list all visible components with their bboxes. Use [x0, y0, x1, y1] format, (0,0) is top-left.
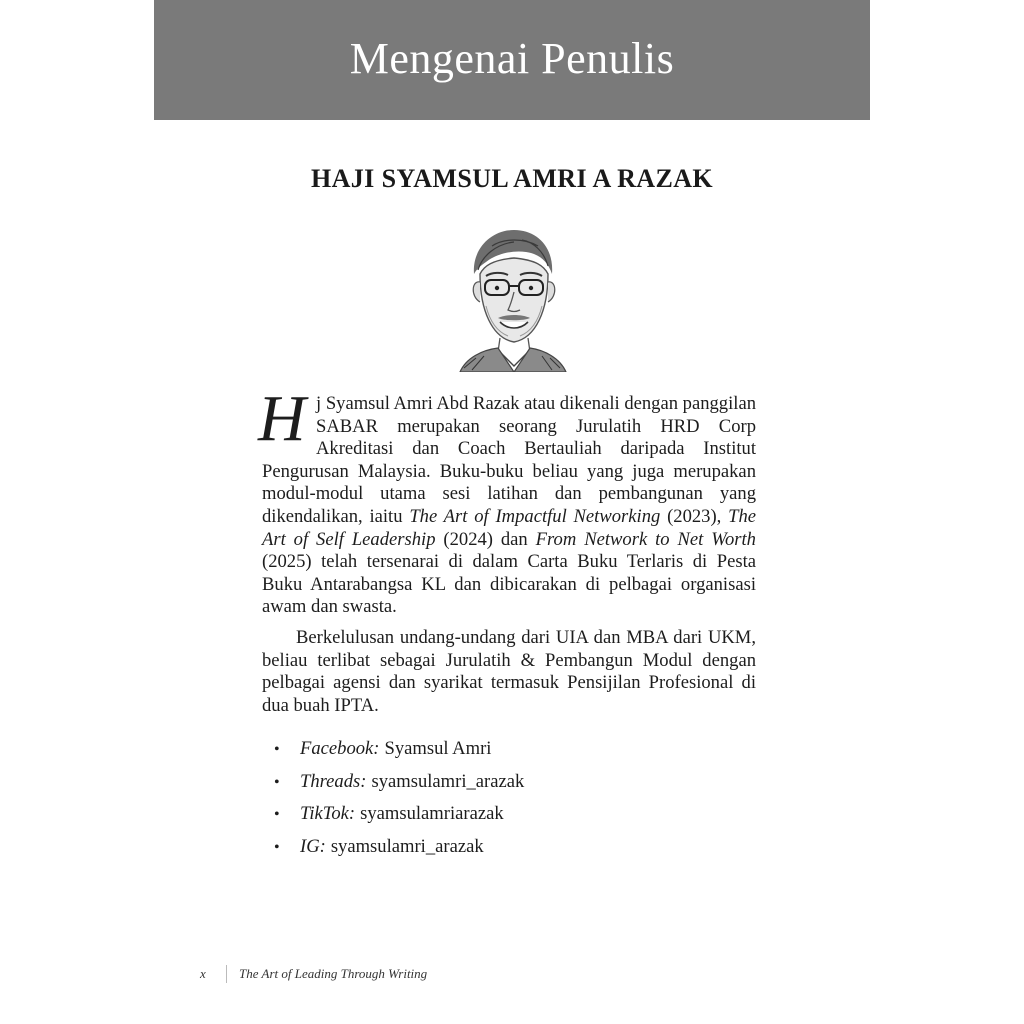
social-handle: syamsulamri_arazak	[330, 835, 484, 857]
social-platform: Facebook:	[300, 738, 380, 759]
footer-divider	[226, 965, 227, 983]
bullet: •	[274, 773, 280, 791]
author-portrait	[452, 226, 574, 372]
bio-text: (2025) telah tersenarai di dalam Carta Buku Terlaris di Pesta Buku Antarabangsa KL dan dibicarakan di pelbagai organisasi awam dan swasta.	[262, 551, 756, 618]
drop-cap: H	[258, 382, 306, 455]
bio-paragraph-2: Berkelulusan undang-undang dari UIA dan MBA dari UKM, beliau terlibat sebagai Jurulatih & Pembangun Modul dengan pelbagai agensi dan syarikat termasuk Pensijilan Profesional di dua buah IPTA.	[262, 626, 756, 716]
chapter-header-bar	[154, 0, 870, 120]
author-portrait-sketch-icon	[452, 226, 574, 372]
author-name: HAJI SYAMSUL AMRI A RAZAK	[310, 164, 713, 193]
social-platform: Threads:	[300, 770, 367, 792]
social-platform: TikTok:	[300, 803, 356, 824]
bullet: •	[274, 806, 280, 823]
social-item-tiktok	[274, 803, 524, 836]
bio-text: j Syamsul Amri Abd Razak atau dikenali dengan panggilan SABAR merupakan seorang Jurulatih HRD Corp Akreditasi dan Coach Bertauliah daripada Institut Pengurusan Malaysia. Buku-buku beliau yang juga merupakan modul-modul utama sesi latihan dan pembangunan yang dikendalikan, iaitu	[262, 393, 756, 527]
social-item-threads	[274, 771, 524, 804]
social-media-list	[274, 738, 524, 868]
social-handle: Syamsul Amri	[384, 738, 492, 759]
book-title: The Art of Self Leadership	[262, 505, 757, 550]
page-number: x	[200, 966, 206, 981]
author-bio	[258, 382, 757, 725]
chapter-title: Mengenai Penulis	[349, 33, 675, 83]
bio-paragraph-1	[258, 382, 757, 619]
page-footer	[200, 965, 427, 983]
social-platform: IG:	[300, 835, 326, 857]
social-handle: syamsulamriarazak	[360, 803, 504, 824]
bullet: •	[274, 838, 280, 856]
footer-book-title: The Art of Leading Through Writing	[239, 966, 428, 981]
social-item-instagram	[274, 836, 524, 869]
bio-text: (2023),	[660, 505, 729, 527]
bullet: •	[274, 741, 280, 758]
bio-text: (2024) dan	[435, 528, 536, 550]
book-title: The Art of Impactful Networking	[409, 505, 661, 527]
social-item-facebook	[274, 738, 524, 771]
book-title: From Network to Net Worth	[535, 528, 756, 550]
social-handle: syamsulamri_arazak	[371, 770, 525, 792]
